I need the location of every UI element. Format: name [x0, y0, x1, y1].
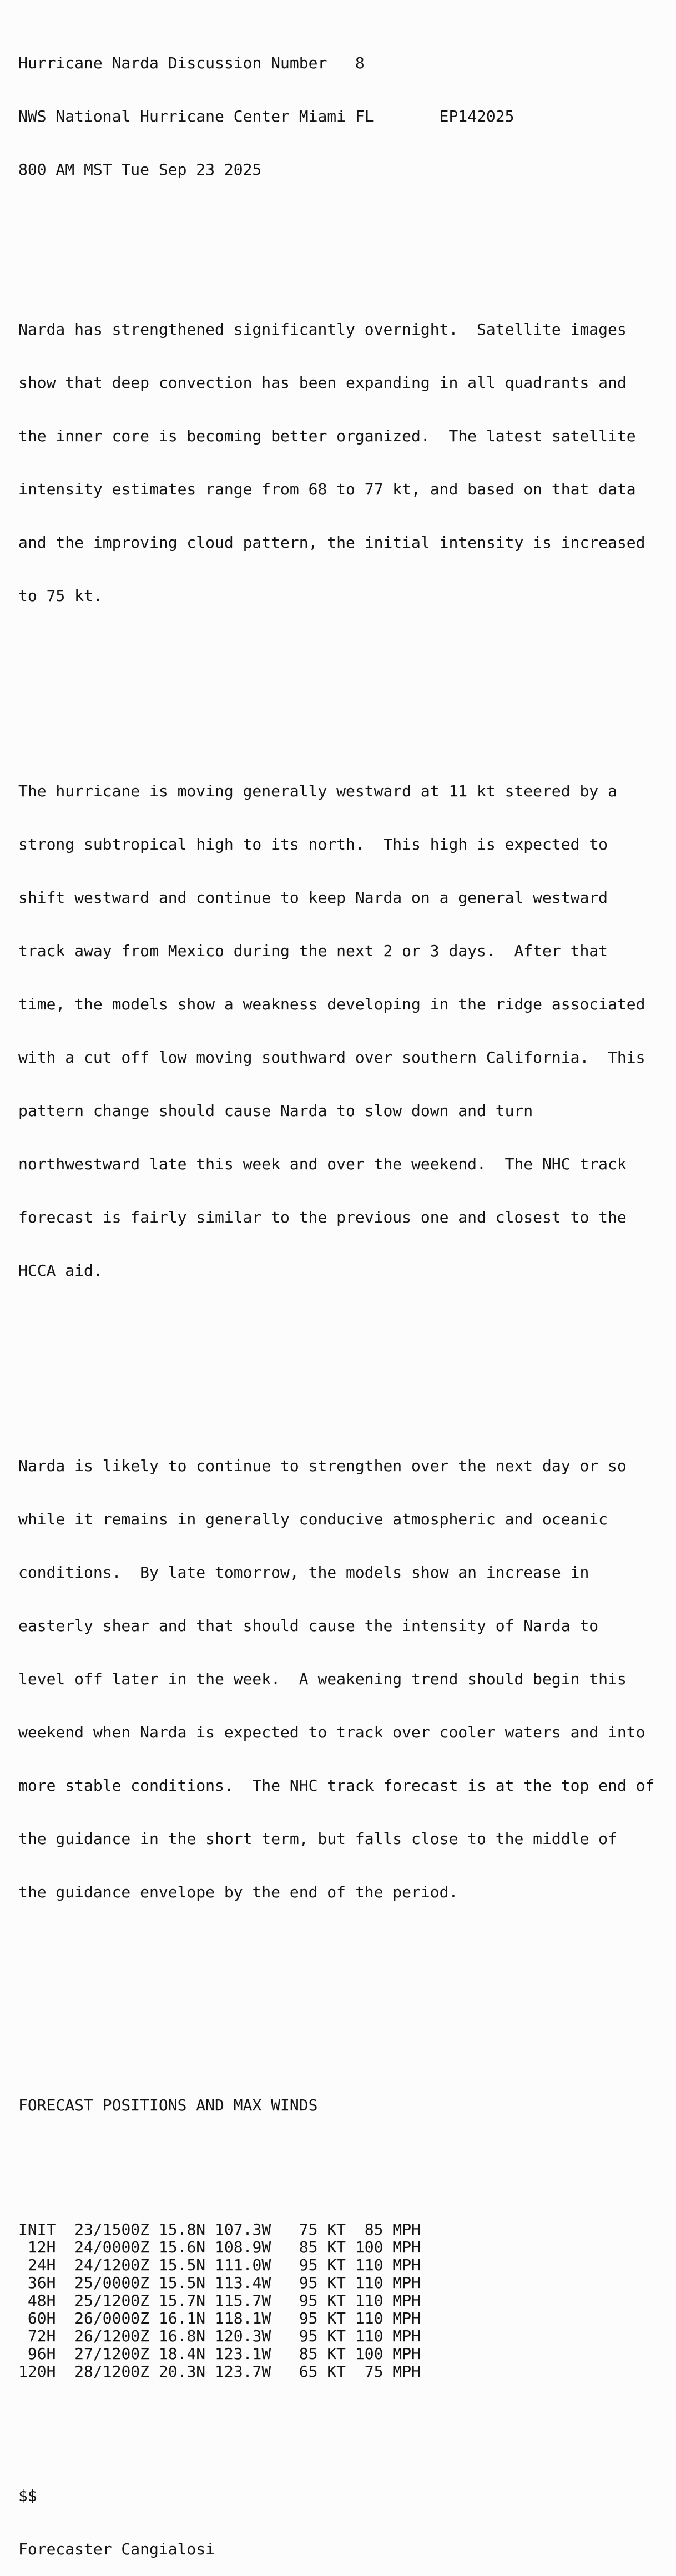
paragraph-line: easterly shear and that should cause the intensity of Narda to [18, 1617, 599, 1635]
paragraph-line: conditions. By late tomorrow, the models show an increase in [18, 1563, 589, 1582]
paragraph-line: to 75 kt. [18, 587, 103, 605]
forecast-lon: 107.3W [215, 2220, 299, 2239]
forecast-kt-unit: KT [327, 2327, 355, 2345]
paragraph-intensity [18, 285, 654, 640]
spacer [18, 1351, 654, 1368]
issue-time-line: 800 AM MST Tue Sep 23 2025 [18, 160, 262, 179]
forecast-mph-unit: MPH [392, 2309, 421, 2327]
forecast-kt: 95 [299, 2291, 327, 2310]
forecast-kt-unit: KT [327, 2345, 355, 2363]
forecast-kt: 75 [299, 2220, 327, 2239]
forecast-kt-unit: KT [327, 2220, 355, 2239]
forecast-lon: 108.9W [215, 2238, 299, 2256]
forecast-mph: 110 [355, 2256, 393, 2274]
forecast-kt-unit: KT [327, 2309, 355, 2327]
forecast-kt: 95 [299, 2309, 327, 2327]
spacer [18, 2150, 654, 2168]
forecast-mph: 100 [355, 2345, 393, 2363]
paragraph-line: forecast is fairly similar to the previous one and closest to the [18, 1208, 627, 1226]
paragraph-line: Narda has strengthened significantly overnight. Satellite images [18, 320, 627, 339]
spacer [18, 214, 654, 232]
forecast-lon: 123.1W [215, 2345, 299, 2363]
paragraph-line: the guidance envelope by the end of the period. [18, 1883, 458, 1901]
forecast-mph-unit: MPH [392, 2362, 421, 2381]
forecast-time: 28/1200Z [74, 2362, 159, 2381]
forecast-heading: FORECAST POSITIONS AND MAX WINDS [18, 2096, 318, 2114]
forecast-lat: 15.8N [158, 2220, 215, 2239]
paragraph-line: level off later in the week. A weakening trend should begin this [18, 1670, 627, 1688]
forecast-tau: 60H [18, 2309, 75, 2327]
forecast-lat: 16.8N [158, 2327, 215, 2345]
forecast-mph-unit: MPH [392, 2291, 421, 2310]
forecast-row [18, 2239, 654, 2256]
forecast-tau: 48H [18, 2291, 75, 2310]
forecast-mph-unit: MPH [392, 2345, 421, 2363]
forecast-time: 27/1200Z [74, 2345, 159, 2363]
forecaster-signature: Forecaster Cangialosi [18, 2540, 215, 2558]
paragraph-line: with a cut off low moving southward over southern California. This [18, 1048, 645, 1067]
forecast-kt: 85 [299, 2345, 327, 2363]
forecast-kt: 95 [299, 2327, 327, 2345]
forecast-row [18, 2274, 654, 2292]
end-marker: $$ [18, 2487, 37, 2505]
forecast-lat: 16.1N [158, 2309, 215, 2327]
forecast-lon: 118.1W [215, 2309, 299, 2327]
paragraph-line: intensity estimates range from 68 to 77 kt, and based on that data [18, 480, 636, 498]
spacer [18, 1972, 654, 1990]
forecast-mph-unit: MPH [392, 2327, 421, 2345]
forecast-mph: 75 [355, 2362, 393, 2381]
forecast-lat: 15.6N [158, 2238, 215, 2256]
forecast-mph-unit: MPH [392, 2256, 421, 2274]
forecast-row [18, 2327, 654, 2345]
paragraph-line: HCCA aid. [18, 1261, 103, 1280]
forecast-tau: 36H [18, 2274, 75, 2292]
forecast-row [18, 2345, 654, 2363]
forecast-tau: 12H [18, 2238, 75, 2256]
forecast-table [18, 2221, 654, 2381]
forecast-kt-unit: KT [327, 2362, 355, 2381]
forecast-lon: 113.4W [215, 2274, 299, 2292]
forecast-mph-unit: MPH [392, 2274, 421, 2292]
paragraph-line: weekend when Narda is expected to track over cooler waters and into [18, 1723, 645, 1741]
forecast-kt: 95 [299, 2256, 327, 2274]
forecast-kt-unit: KT [327, 2256, 355, 2274]
forecast-lat: 18.4N [158, 2345, 215, 2363]
forecast-lat: 20.3N [158, 2362, 215, 2381]
paragraph-line: while it remains in generally conducive atmospheric and oceanic [18, 1510, 608, 1528]
forecast-mph-unit: MPH [392, 2220, 421, 2239]
forecast-row [18, 2310, 654, 2327]
paragraph-line: the inner core is becoming better organized. The latest satellite [18, 427, 636, 445]
spacer [18, 676, 654, 694]
forecast-lat: 15.5N [158, 2274, 215, 2292]
office-line: NWS National Hurricane Center Miami FL EP142025 [18, 107, 514, 125]
paragraph-line: northwestward late this week and over the weekend. The NHC track [18, 1155, 627, 1173]
forecast-time: 26/1200Z [74, 2327, 159, 2345]
paragraph-line: pattern change should cause Narda to slow down and turn [18, 1102, 533, 1120]
paragraph-line: The hurricane is moving generally westward at 11 kt steered by a [18, 782, 617, 800]
paragraph-line: show that deep convection has been expanding in all quadrants and [18, 373, 627, 392]
forecast-row [18, 2256, 654, 2274]
forecast-time: 23/1500Z [74, 2220, 159, 2239]
forecast-row [18, 2292, 654, 2310]
forecast-lon: 123.7W [215, 2362, 299, 2381]
forecast-mph: 85 [355, 2220, 393, 2239]
forecast-kt-unit: KT [327, 2274, 355, 2292]
paragraph-line: Narda is likely to continue to strengthen over the next day or so [18, 1457, 627, 1475]
forecast-time: 24/0000Z [74, 2238, 159, 2256]
forecast-lon: 115.7W [215, 2291, 299, 2310]
forecast-tau: 96H [18, 2345, 75, 2363]
forecast-mph: 110 [355, 2291, 393, 2310]
forecast-mph-unit: MPH [392, 2238, 421, 2256]
paragraph-line: strong subtropical high to its north. This high is expected to [18, 835, 608, 853]
forecast-kt-unit: KT [327, 2238, 355, 2256]
paragraph-line: time, the models show a weakness developing in the ridge associated [18, 995, 645, 1013]
paragraph-line: more stable conditions. The NHC track forecast is at the top end of [18, 1776, 655, 1795]
forecast-tau: 72H [18, 2327, 75, 2345]
forecast-row [18, 2221, 654, 2239]
forecast-kt: 95 [299, 2274, 327, 2292]
paragraph-track [18, 747, 654, 1315]
forecast-tau: INIT [18, 2220, 75, 2239]
title-line: Hurricane Narda Discussion Number 8 [18, 54, 365, 72]
spacer [18, 2434, 654, 2452]
forecast-mph: 100 [355, 2238, 393, 2256]
forecast-kt-unit: KT [327, 2291, 355, 2310]
forecast-time: 25/0000Z [74, 2274, 159, 2292]
forecast-time: 25/1200Z [74, 2291, 159, 2310]
forecast-lon: 120.3W [215, 2327, 299, 2345]
forecast-mph: 110 [355, 2309, 393, 2327]
paragraph-line: track away from Mexico during the next 2 or 3 days. After that [18, 942, 608, 960]
forecast-tau: 120H [18, 2362, 75, 2381]
forecast-kt: 65 [299, 2362, 327, 2381]
discussion-text [18, 19, 654, 2576]
forecast-mph: 110 [355, 2327, 393, 2345]
forecast-time: 26/0000Z [74, 2309, 159, 2327]
forecast-kt: 85 [299, 2238, 327, 2256]
paragraph-line: shift westward and continue to keep Narda on a general westward [18, 888, 608, 907]
paragraph-outlook [18, 1422, 654, 1937]
forecast-lat: 15.7N [158, 2291, 215, 2310]
forecast-lon: 111.0W [215, 2256, 299, 2274]
forecast-tau: 24H [18, 2256, 75, 2274]
forecast-lat: 15.5N [158, 2256, 215, 2274]
forecast-row [18, 2363, 654, 2381]
forecast-mph: 110 [355, 2274, 393, 2292]
spacer [18, 2026, 654, 2043]
paragraph-line: the guidance in the short term, but falls close to the middle of [18, 1830, 617, 1848]
forecast-time: 24/1200Z [74, 2256, 159, 2274]
paragraph-line: and the improving cloud pattern, the initial intensity is increased [18, 533, 645, 552]
